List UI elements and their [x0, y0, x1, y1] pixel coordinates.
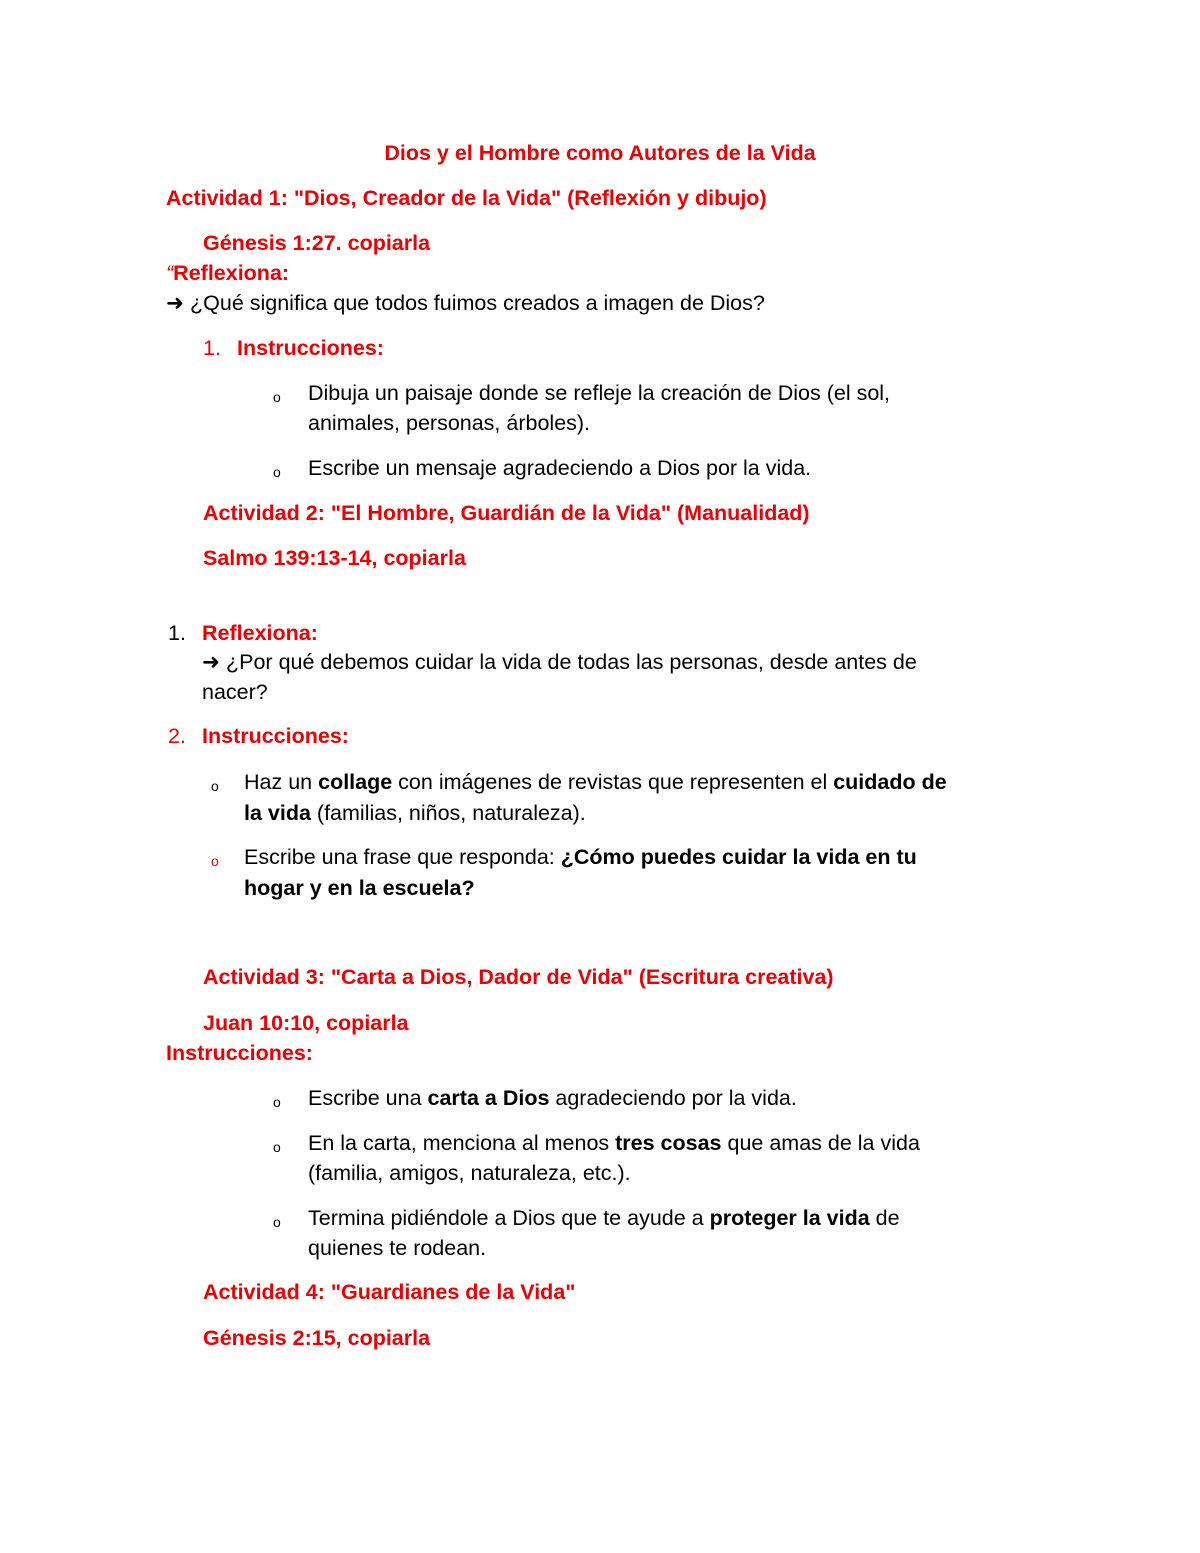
text: agradeciendo por la vida.: [549, 1086, 797, 1110]
activity4-heading: Actividad 4: "Guardianes de la Vida": [203, 1280, 576, 1304]
activity1-item1-line1: Dibuja un paisaje donde se refleje la creación de Dios (el sol,: [308, 381, 891, 405]
activity3-verse: Juan 10:10, copiarla: [203, 1011, 409, 1035]
text: En la carta, menciona al menos: [308, 1131, 616, 1155]
activity3-heading: Actividad 3: "Carta a Dios, Dador de Vida" (Escritura creativa): [203, 965, 834, 989]
activity1-question: ¿Qué significa que todos fuimos creados a imagen de Dios?: [190, 291, 765, 315]
bullet-icon: o: [273, 389, 281, 405]
activity1-instr-number: 1.: [203, 336, 221, 360]
text: Haz un: [244, 770, 319, 794]
activity2-item1-line2: [244, 798, 586, 828]
bold-text: collage: [318, 770, 393, 794]
activity1-reflect: [166, 258, 289, 288]
text: con imágenes de revistas que representen el: [392, 770, 834, 794]
activity3-item3-line1: [308, 1203, 900, 1233]
activity1-question-line: [166, 288, 765, 318]
activity2-item2-line2: hogar y en la escuela?: [244, 876, 475, 900]
bold-text: cuidado de: [833, 770, 947, 794]
activity3-item3-line2: quienes te rodean.: [308, 1236, 487, 1260]
bullet-icon: o: [273, 1214, 281, 1230]
text: Escribe una frase que responda:: [244, 845, 561, 869]
activity3-item2-line2: (familia, amigos, naturaleza, etc.).: [308, 1161, 631, 1185]
activity1-item2: Escribe un mensaje agradeciendo a Dios por la vida.: [308, 456, 812, 480]
bullet-icon: o: [273, 464, 281, 480]
activity1-verse: Génesis 1:27. copiarla: [203, 231, 431, 255]
arrow-icon: ➜: [202, 650, 221, 674]
quote-mark: “: [166, 261, 174, 285]
bullet-icon: o: [273, 1094, 281, 1110]
bullet-icon: o: [211, 853, 219, 869]
activity1-heading: Actividad 1: "Dios, Creador de la Vida" (Reflexión y dibujo): [166, 186, 767, 210]
document-title: Dios y el Hombre como Autores de la Vida: [384, 141, 816, 165]
text: que amas de la vida: [721, 1131, 920, 1155]
activity2-reflect-number: 1.: [168, 621, 186, 645]
activity3-instr-label: Instrucciones:: [166, 1041, 313, 1065]
activity1-reflect-label: Reflexiona:: [173, 261, 290, 285]
activity2-question: ¿Por qué debemos cuidar la vida de todas las personas, desde antes de: [226, 650, 917, 674]
text: Escribe una: [308, 1086, 428, 1110]
activity2-item2-line1: [244, 842, 917, 872]
text: de: [869, 1206, 900, 1230]
activity3-item2-line1: [308, 1128, 920, 1158]
bold-text: carta a Dios: [427, 1086, 550, 1110]
activity1-item1-line2: animales, personas, árboles).: [308, 411, 591, 435]
activity3-item1: [308, 1083, 797, 1113]
bold-text: proteger la vida: [709, 1206, 870, 1230]
text: (familias, niños, naturaleza).: [310, 801, 586, 825]
activity2-verse: Salmo 139:13-14, copiarla: [203, 546, 466, 570]
bullet-icon: o: [273, 1139, 281, 1155]
activity2-question-line1: [202, 647, 917, 677]
activity1-instr-label: Instrucciones:: [237, 336, 384, 360]
bullet-icon: o: [211, 778, 219, 794]
bold-text: ¿Cómo puedes cuidar la vida en tu: [560, 845, 917, 869]
text: Termina pidiéndole a Dios que te ayude a: [308, 1206, 710, 1230]
arrow-icon: ➜: [166, 291, 185, 315]
bold-text: la vida: [244, 801, 311, 825]
activity2-heading: Actividad 2: "El Hombre, Guardián de la Vida" (Manualidad): [203, 501, 810, 525]
activity2-instr-label: Instrucciones:: [202, 724, 349, 748]
bold-text: tres cosas: [615, 1131, 722, 1155]
activity4-verse: Génesis 2:15, copiarla: [203, 1326, 431, 1350]
activity2-instr-number: 2.: [168, 724, 186, 748]
activity2-question-line2: nacer?: [202, 680, 268, 704]
activity2-item1-line1: [244, 767, 947, 797]
activity2-reflect-label: Reflexiona:: [202, 621, 318, 645]
